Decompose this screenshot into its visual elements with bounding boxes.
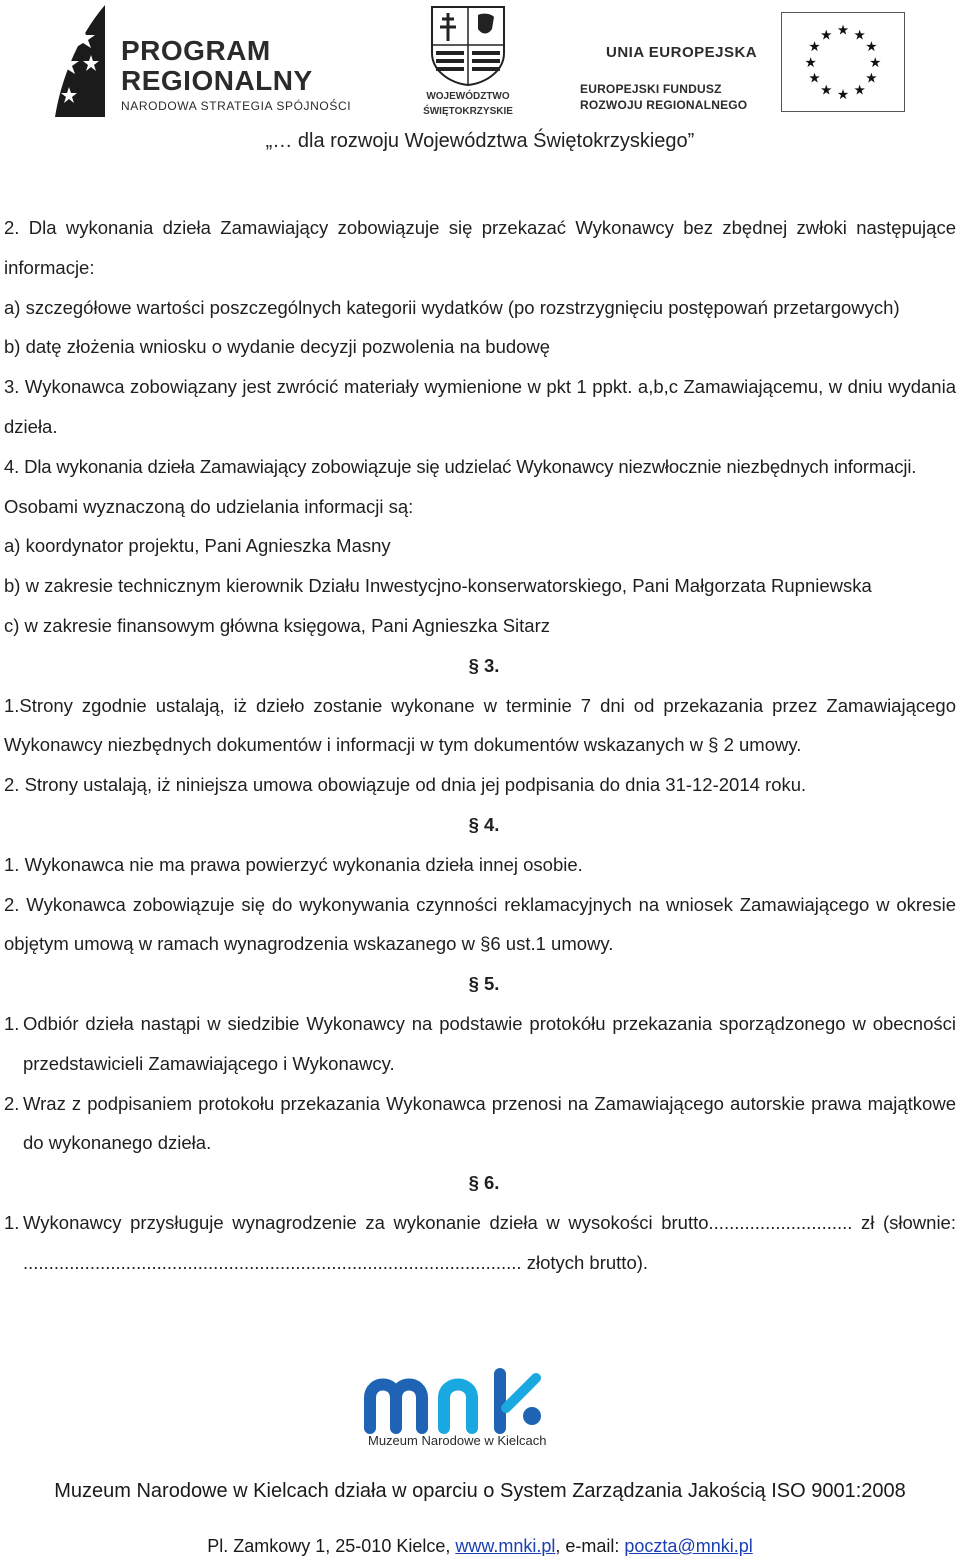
section-4-title bbox=[4, 805, 956, 845]
svg-text:★: ★ bbox=[820, 82, 833, 98]
footer-address: Pl. Zamkowy 1, 25-010 Kielce, bbox=[207, 1536, 456, 1556]
program-logo-line3: NARODOWA STRATEGIA SPÓJNOŚCI bbox=[121, 99, 352, 113]
section-4-point-2: 2. Wykonawca zobowiązuje się do wykonywania czynności reklamacyjnych na wniosek Zamawiającego w okresie objętym umową w ramach wynagrodzenia wskazanego w §6 ust.1 umowy. bbox=[4, 893, 956, 955]
paragraph-4: 4. Dla wykonania dzieła Zamawiający zobowiązuje się udzielać Wykonawcy niezwłocznie niezbędnych informacji. bbox=[4, 455, 917, 477]
section-5-point-1-text: Odbiór dzieła nastąpi w siedzibie Wykonawcy na podstawie protokółu przekazania sporządzonego w obecności przedstawicieli Zamawiającego i Wykonawcy. bbox=[23, 1012, 956, 1074]
paragraph-2a: a) szczegółowe wartości poszczególnych kategorii wydatków (po rozstrzygnięciu postępowań przetargowych) bbox=[4, 296, 900, 318]
svg-text:★: ★ bbox=[808, 39, 821, 55]
email-link[interactable]: poczta@mnki.pl bbox=[624, 1536, 753, 1556]
paragraph-2: 2. Dla wykonania dzieła Zamawiający zobowiązuje się przekazać Wykonawcy bez zbędnej zwłoki następujące informacje: bbox=[4, 217, 956, 278]
document-body bbox=[4, 208, 956, 1283]
svg-text:★: ★ bbox=[865, 70, 878, 86]
paragraph-4b: b) w zakresie technicznym kierownik Działu Inwestycjno-konserwatorskiego, Pani Małgorzata Rupniewska bbox=[4, 575, 872, 597]
program-logo-line1: PROGRAM bbox=[121, 35, 271, 66]
eu-flag-icon bbox=[781, 12, 905, 112]
section-3-point-2: 2. Strony ustalają, iż niniejsza umowa obowiązuje od dnia jej podpisania do dnia 31-12-2014 roku. bbox=[4, 774, 807, 796]
svg-text:★: ★ bbox=[869, 54, 882, 70]
svg-text:★: ★ bbox=[836, 22, 850, 38]
section-5-point-2-number: 2. bbox=[4, 1092, 20, 1114]
paragraph-4-persons: Osobami wyznaczoną do udzielania informacji są: bbox=[4, 495, 414, 517]
voivodeship-line1: WOJEWÓDZTWO bbox=[426, 91, 510, 102]
mnk-logo-caption: Muzeum Narodowe w Kielcach bbox=[368, 1433, 547, 1448]
svg-text:★: ★ bbox=[804, 54, 817, 70]
paragraph-3: 3. Wykonawca zobowiązany jest zwrócić materiały wymienione w pkt 1 ppkt. a,b,c Zamawiającemu, w dniu wydania dzieła. bbox=[4, 376, 956, 437]
paragraph-4a: a) koordynator projektu, Pani Agnieszka Masny bbox=[4, 535, 391, 557]
section-6-point-1-text: Wykonawcy przysługuje wynagrodzenie za wykonanie dzieła w wysokości brutto............................ zł (słownie: ................................................................................................. złotych brutto). bbox=[23, 1211, 956, 1273]
svg-text:★: ★ bbox=[853, 27, 866, 43]
document-header bbox=[0, 0, 960, 170]
coat-of-arms-icon bbox=[430, 5, 506, 87]
program-regionalny-stars-icon bbox=[55, 5, 105, 117]
program-logo-line2: REGIONALNY bbox=[121, 65, 313, 96]
section-5-title bbox=[4, 964, 956, 1004]
section-5-point-1 bbox=[4, 1004, 956, 1084]
eu-logo bbox=[578, 12, 908, 117]
svg-text:★: ★ bbox=[820, 27, 833, 43]
section-6-point-1-number: 1. bbox=[4, 1211, 20, 1233]
section-3-point-1: 1.Strony zgodnie ustalają, iż dzieło zostanie wykonane w terminie 7 dni od przekazania przez Zamawiającego Wykonawcy niezbędnych dokumentów i informacji w tym dokumentów wskazanych w § 2 umowy. bbox=[4, 694, 956, 756]
section-6-point-1 bbox=[4, 1203, 956, 1283]
section-3-title bbox=[4, 646, 956, 686]
section-6-label: § 6. bbox=[468, 1172, 500, 1194]
header-slogan: „… dla rozwoju Województwa Świętokrzyskiego” bbox=[265, 130, 695, 152]
section-5-label: § 5. bbox=[468, 973, 500, 995]
section-5-point-1-number: 1. bbox=[4, 1012, 20, 1034]
svg-text:★: ★ bbox=[865, 39, 878, 55]
svg-text:★: ★ bbox=[853, 82, 866, 98]
section-5-point-2 bbox=[4, 1084, 956, 1164]
paragraph-4c: c) w zakresie finansowym główna księgowa, Pani Agnieszka Sitarz bbox=[4, 614, 550, 636]
section-4-label: § 4. bbox=[468, 813, 500, 835]
voivodeship-logo bbox=[418, 5, 518, 120]
eu-line1: UNIA EUROPEJSKA bbox=[606, 44, 758, 61]
section-4-point-1: 1. Wykonawca nie ma prawa powierzyć wykonania dzieła innej osobie. bbox=[4, 853, 583, 875]
eu-line3: ROZWOJU REGIONALNEGO bbox=[580, 98, 748, 112]
eu-line2: EUROPEJSKI FUNDUSZ bbox=[580, 82, 722, 96]
footer-contact bbox=[0, 1536, 960, 1557]
voivodeship-line2: ŚWIĘTOKRZYSKIE bbox=[423, 106, 513, 117]
section-3-label: § 3. bbox=[468, 654, 500, 676]
section-5-point-2-text: Wraz z podpisaniem protokołu przekazania Wykonawca przenosi na Zamawiającego autorskie prawa majątkowe do wykonanego dzieła. bbox=[23, 1092, 956, 1154]
svg-text:★: ★ bbox=[808, 70, 821, 86]
section-6-title bbox=[4, 1163, 956, 1203]
footer-iso-statement: Muzeum Narodowe w Kielcach działa w oparciu o System Zarządzania Jakością ISO 9001:2008 bbox=[54, 1480, 906, 1502]
website-link[interactable]: www.mnki.pl bbox=[455, 1536, 556, 1556]
program-regionalny-logo bbox=[55, 5, 385, 120]
email-label: , e-mail: bbox=[555, 1536, 625, 1556]
paragraph-2b: b) datę złożenia wniosku o wydanie decyzji pozwolenia na budowę bbox=[4, 336, 551, 358]
svg-text:★: ★ bbox=[836, 87, 850, 103]
